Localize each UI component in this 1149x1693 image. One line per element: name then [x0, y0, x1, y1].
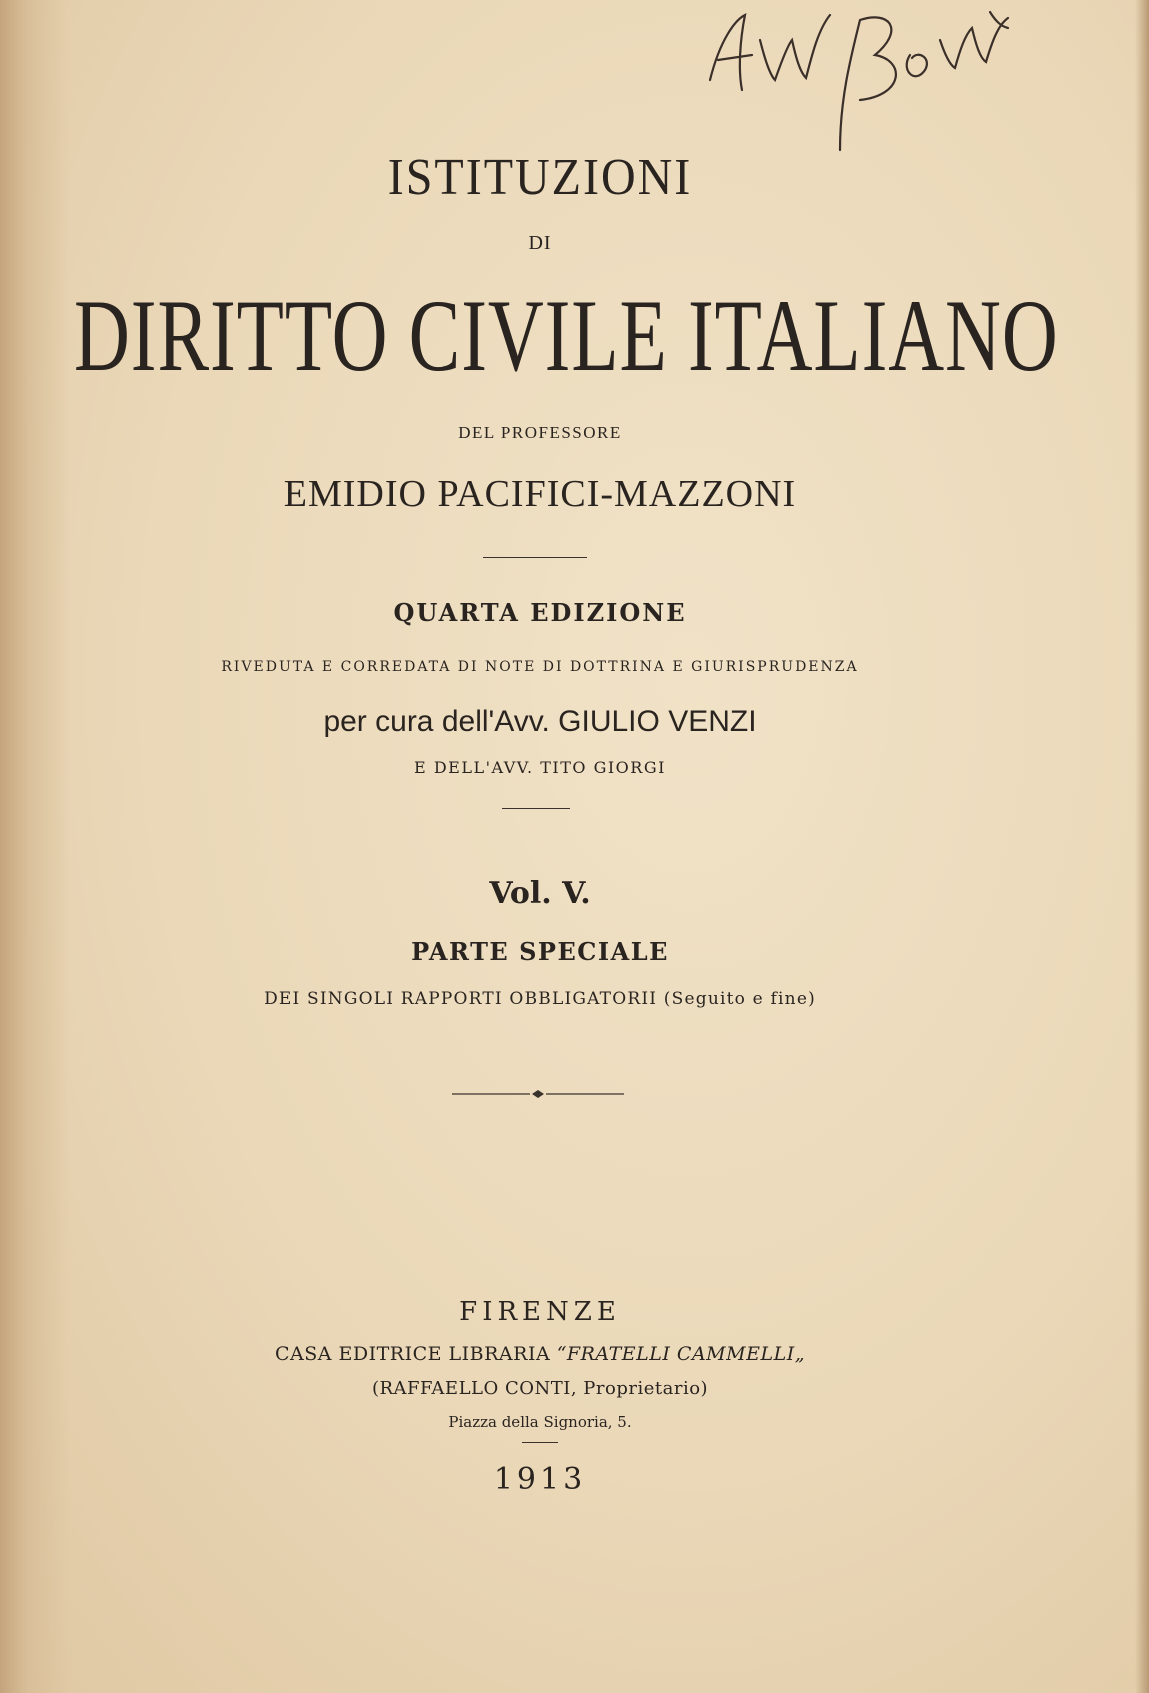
imprint-publisher [0, 1343, 1080, 1365]
divider-rule [522, 1442, 558, 1443]
imprint-year: 1913 [493, 1462, 587, 1497]
editor-primary: per cura dell'Avv. GIULIO VENZI [323, 705, 757, 738]
volume-part: PARTE SPECIALE [411, 937, 669, 966]
publisher-prefix: CASA EDITRICE LIBRARIA [274, 1343, 551, 1365]
author-prefix: DEL PROFESSORE [458, 423, 622, 442]
imprint-proprietor: (RAFFAELLO CONTI, Proprietario) [371, 1378, 709, 1399]
volume-number: Vol. V. [489, 876, 591, 911]
divider-rule [502, 808, 570, 809]
main-title: DIRITTO CIVILE ITALIANO [74, 277, 1059, 393]
edition-label: QUARTA EDIZIONE [393, 598, 687, 627]
editor-secondary: E DELL'AVV. TITO GIORGI [414, 758, 666, 777]
edition-description: RIVEDUTA E CORREDATA DI NOTE DI DOTTRINA E GIURISPRUDENZA [221, 659, 859, 675]
imprint-city: FIRENZE [459, 1297, 621, 1327]
title-line-2: DI [528, 232, 552, 254]
title-line-1: ISTITUZIONI [387, 148, 693, 207]
author-name: EMIDIO PACIFICI-MAZZONI [283, 473, 797, 515]
ornament-rule [452, 1086, 624, 1102]
publisher-name: “FRATELLI CAMMELLI„ [556, 1343, 806, 1365]
imprint-address: Piazza della Signoria, 5. [448, 1413, 632, 1431]
divider-rule [483, 557, 587, 558]
handwriting-text: Av Bow [690, 0, 694, 1]
volume-subject: DEI SINGOLI RAPPORTI OBBLIGATORII (Seguito e fine) [264, 989, 816, 1009]
page-edge [1135, 0, 1149, 1693]
handwritten-signature [690, 0, 1090, 170]
